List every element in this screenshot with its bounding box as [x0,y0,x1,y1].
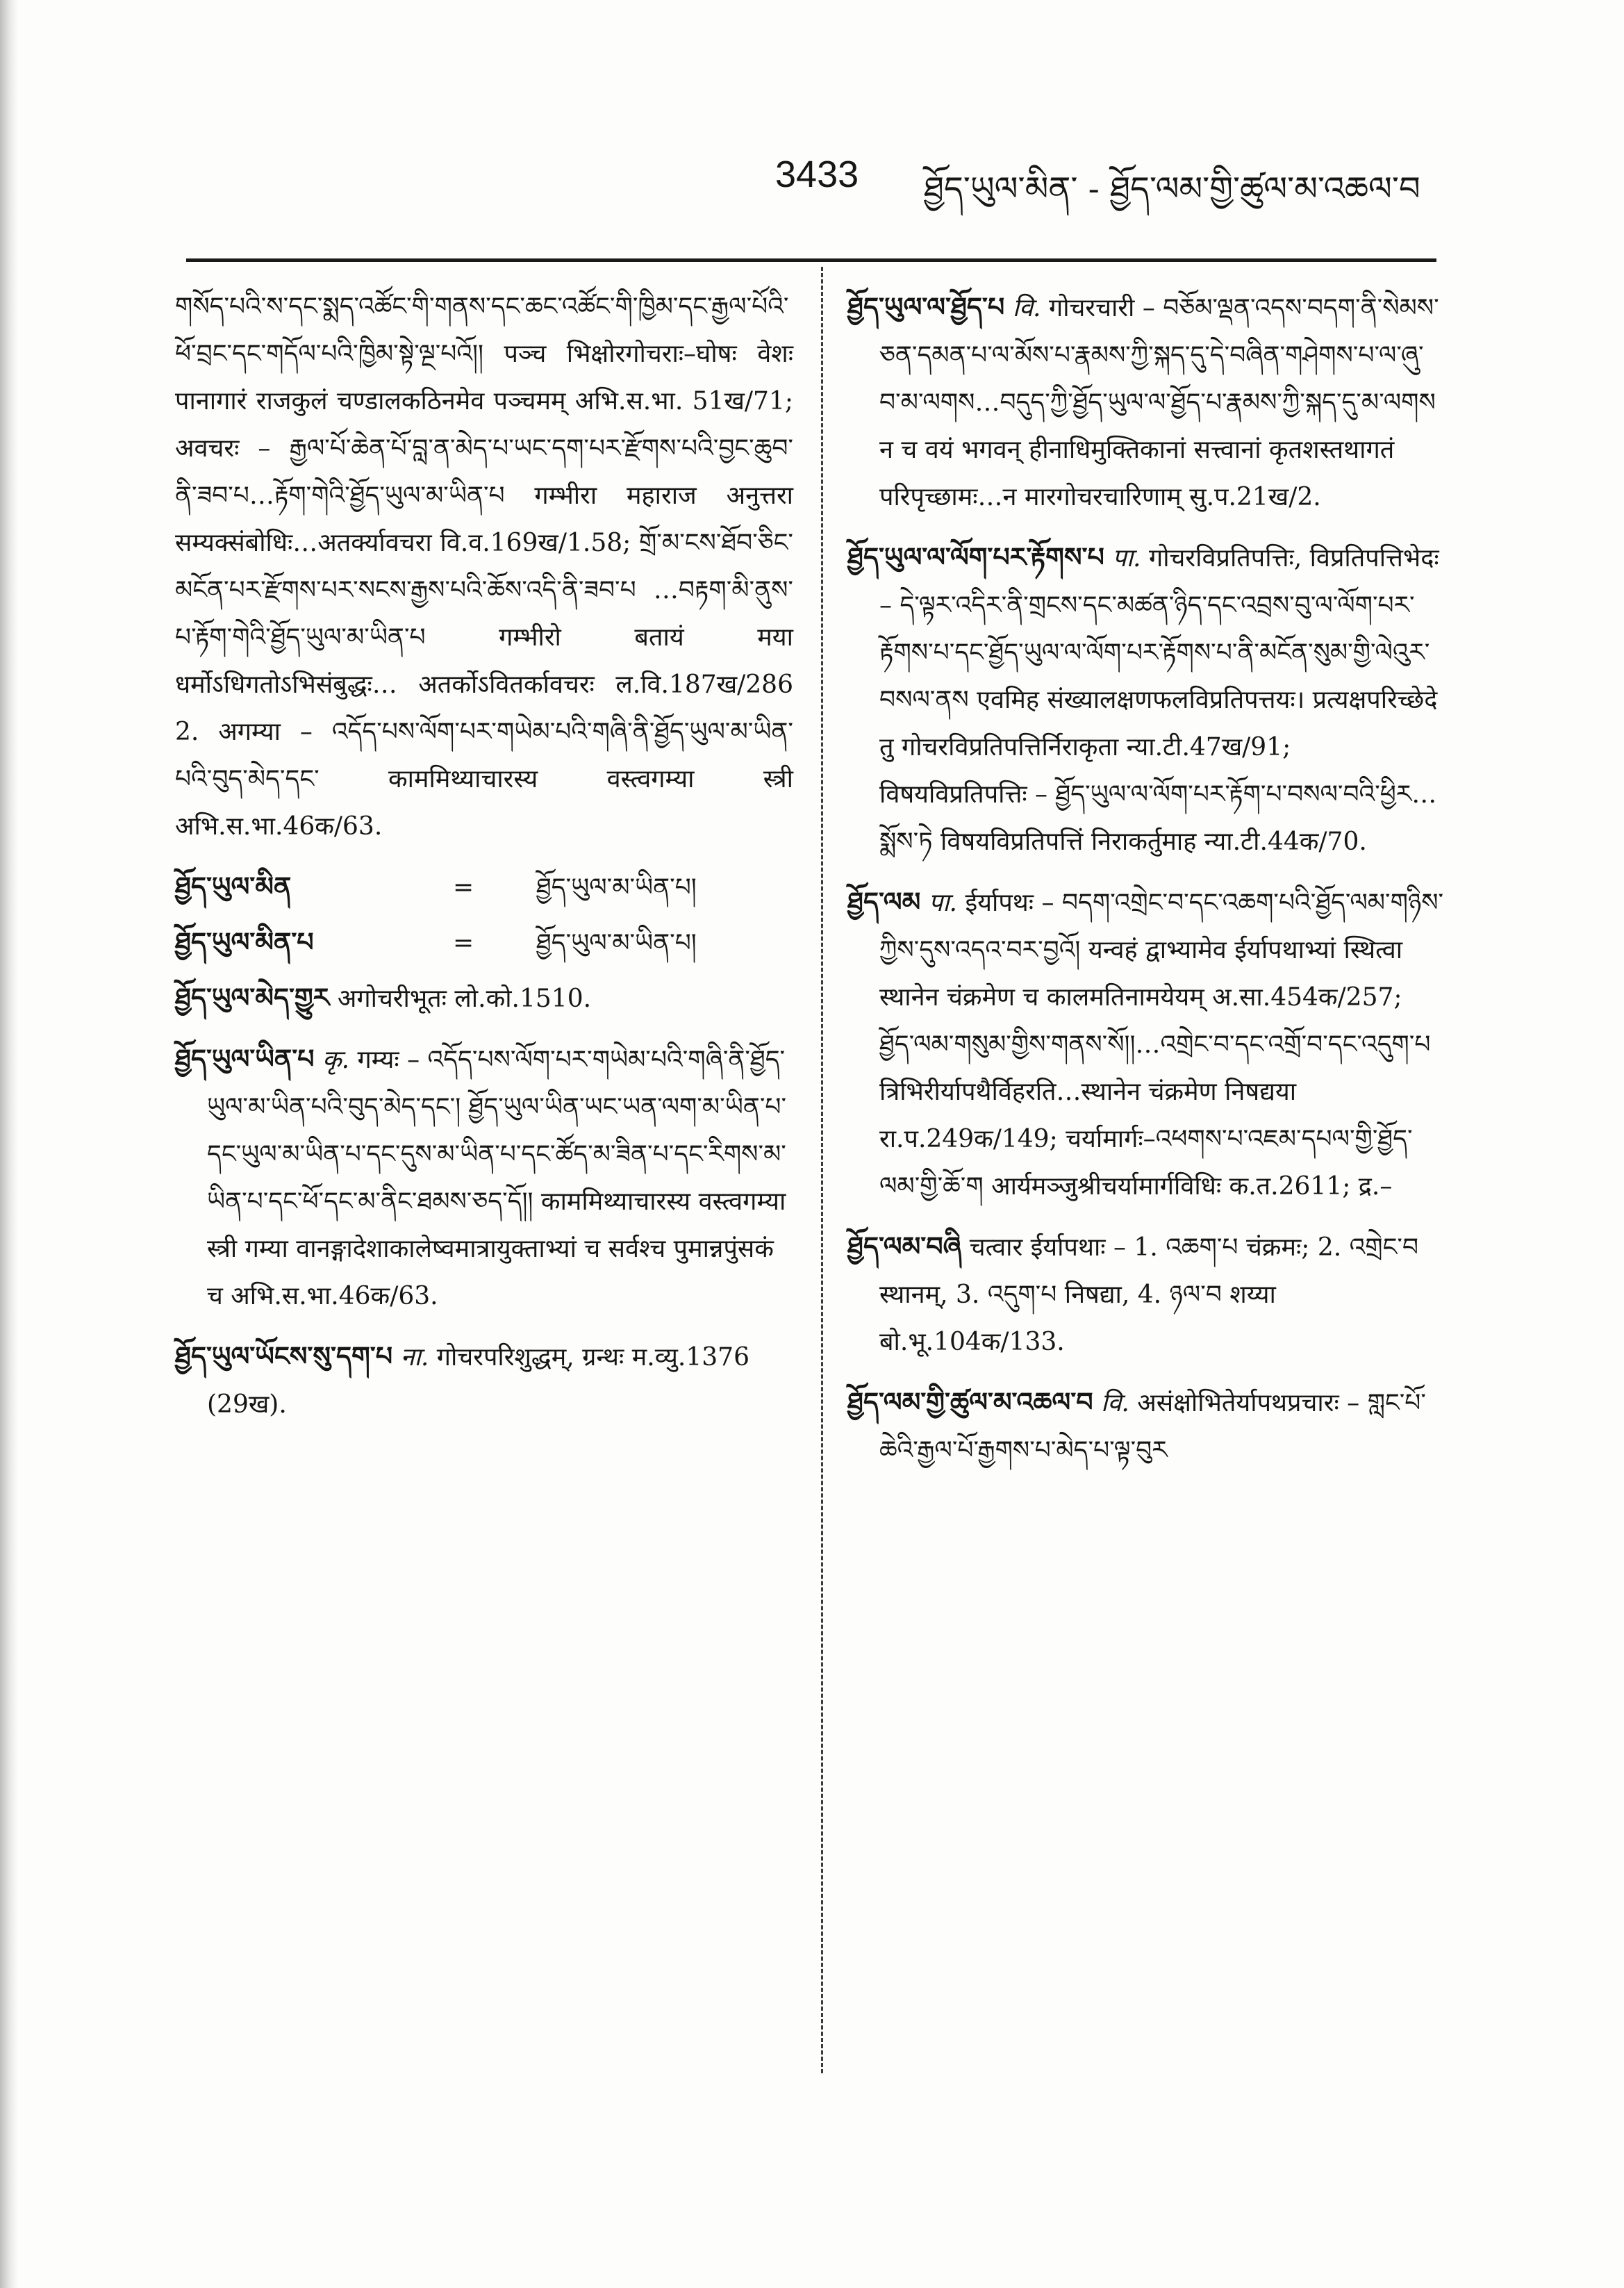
grammar-label: वि. [1012,294,1041,322]
entry-text: गोचरविप्रतिपत्तिः, विप्रतिपत्तिभेदः – དེ་ལྟར་འདིར་ནི་གྲངས་དང་མཚན་ཉིད་དང་འབྲས་བུ་ལ་ལོག་པར་རྟོགས་པ་དང་ཐྱོད་ཡུལ་ལ་ལོག་པར་རྟོགས་པ་ནི་མངོན་སུམ་གྱི་ལེའུར་བསལ་ནས एवमिह संख्यालक्षणफलविप्रतिपत्तयः। प्रत्यक्षपरिच्छेदे तु गोचरविप्रतिपत्तिर्निराकृता न्या.टी.47ख/91; विषयविप्रतिपत्तिः – ཐྱོད་ཡུལ་ལ་ལོག་པར་རྟོག་པ་བསལ་བའི་ཕྱིར…སྨོས་ཏེ विषयविप्रतिपत्तिं निराकर्तुमाह न्या.टी.44क/70. [879,544,1439,856]
grammar-label: ना. [400,1343,429,1372]
entry-continuation [175,283,793,850]
equals-sign: = [453,929,474,957]
dictionary-entry [175,974,793,1023]
entry-headword: ཐྱོད་ཡུལ་མེད་གྱུར [175,982,330,1013]
sub-entry [847,1223,1445,1366]
entry-headword: ཐྱོད་ལམ་གྱི་ཚུལ་མ་འཆལ་བ [847,1386,1093,1417]
entry-headword: ཐྱོད་ལམ་བཞི [847,1231,962,1262]
entry-headword: ཐྱོད་ཡུལ་ཡོངས་སུ་དག་པ [175,1340,393,1372]
dictionary-entry [847,878,1445,1210]
entry-text: གསོད་པའི་ས་དང་སྨད་འཚོང་གི་གནས་དང་ཆང་འཚོང་གི་ཁྱིམ་དང་རྒྱལ་པོའི་ཕོ་བྲང་དང་གདོལ་པའི་ཁྱིམ་སྟེ་ལྔ་པའོ།། पञ्च भिक्षोरगोचराः–घोषः वेशः पानागारं राजकुलं चण्डालकठिनमेव पञ्चमम् अभि.स.भा. 51ख/71; अवचरः – རྒྱལ་པོ་ཆེན་པོ་བླ་ན་མེད་པ་ཡང་དག་པར་རྫོགས་པའི་བྱང་ཆུབ་ནི་ཟབ་པ…རྟོག་གེའི་ཐྱོད་ཡུལ་མ་ཡིན་པ गम्भीरा महाराज अनुत्तरा सम्यक्संबोधिः…अतर्क्यावचरा वि.व.169ख/1.58; གྲོ་མ་ངས་ཐོབ་ཅིང་མངོན་པར་རྫོགས་པར་སངས་རྒྱས་པའི་ཆོས་འདི་ནི་ཟབ་པ …བརྟག་མི་ནུས་པ་རྟོག་གེའི་ཐྱོད་ཡུལ་མ་ཡིན་པ गम्भीरो बतायं मया धर्मोऽधिगतोऽभिसंबुद्धः… अतर्कोऽवितर्कावचरः ल.वि.187ख/286 2. अगम्या – འདོད་པས་ལོག་པར་གཡེམ་པའི་གཞི་ནི་ཐྱོད་ཡུལ་མ་ཡིན་པའི་བུད་མེད་དང་ काममिथ्याचारस्य वस्त्वगम्या स्त्री अभि.स.भा.46क/63. [175,293,793,841]
left-column [175,283,793,1441]
running-head: ཐྱོད་ཡུལ་མིན་ - ཐྱོད་ལམ་གྱི་ཚུལ་མ་འཆལ་བ [924,170,1420,208]
page-number: 3433 [775,154,859,195]
entry-headword: ཐྱོད་ཡུལ་མིན་པ [175,926,314,957]
entry-text: चत्वार ईर्यापथाः – 1. འཆག་པ चंक्रमः; 2. འགྲེང་བ स्थानम्, 3. འདུག་པ निषद्या, 4. ཉལ་བ शय्या बो.भू.104क/133. [879,1233,1419,1356]
entry-text: असंक्षोभितेर्यापथप्रचारः – གླང་པོ་ཆེའི་རྒྱལ་པོ་རྒྱགས་པ་མེད་པ་ལྟ་བུར [879,1389,1426,1465]
header-rule [186,258,1436,262]
entry-headword: ཐྱོད་ཡུལ་ལ་ལོག་པར་རྟོགས་པ [847,541,1104,573]
equals-sign: = [453,873,474,902]
grammar-label: पा. [928,889,957,917]
cross-reference [175,863,793,912]
cross-reference-target: ཐྱོད་ཡུལ་མ་ཡིན་པ། [536,929,697,957]
entry-headword: ཐྱོད་ཡུལ་མིན [175,871,292,902]
dictionary-entry [847,1378,1445,1474]
column-divider [821,267,823,2073]
dictionary-entry [847,283,1445,521]
dictionary-entry [847,534,1445,866]
grammar-label: कृ. [322,1046,350,1074]
cross-reference-target: ཐྱོད་ཡུལ་མ་ཡིན་པ། [536,873,697,902]
entry-text: गम्यः – འདོད་པས་ལོག་པར་གཡེམ་པའི་གཞི་ནི་ཐྱོད་ཡུལ་མ་ཡིན་པའི་བུད་མེད་དང་། ཐྱོད་ཡུལ་ཡིན་ཡང་ཡན་ལག་མ་ཡིན་པ་དང་ཡུལ་མ་ཡིན་པ་དང་དུས་མ་ཡིན་པ་དང་ཚོད་མ་ཟིན་པ་དང་རིགས་མ་ཡིན་པ་དང་ཕོ་དང་མ་ནིང་ཐམས་ཅད་དོ།། काममिथ्याचारस्य वस्त्वगम्या स्त्री गम्या वानङ्गादेशाकालेष्वमात्रायुक्ताभ्यां च सर्वश्च पुमान्नपुंसकं च अभि.स.भा.46क/63. [207,1046,787,1310]
entry-headword: ཐྱོད་ལམ [847,886,921,917]
entry-text: गोचरचारी – བཅོམ་ལྡན་འདས་བདག་ནི་སེམས་ཅན་དམན་པ་ལ་མོས་པ་རྣམས་ཀྱི་སྐད་དུ་དེ་བཞིན་གཤེགས་པ་ལ་ཞུ་བ་མ་ལགས…བདུད་ཀྱི་ཐྱོད་ཡུལ་ལ་ཐྱོད་པ་རྣམས་ཀྱི་སྐད་དུ་མ་ལགས न च वयं भगवन् हीनाधिमुक्तिकानां सत्त्वानां कृतशस्तथागतं परिपृच्छामः…न मारगोचरचारिणाम् सु.प.21ख/2. [879,294,1439,511]
right-column [847,283,1445,1487]
grammar-label: पा. [1112,544,1141,573]
cross-reference [175,919,793,967]
grammar-label: वि. [1101,1389,1129,1417]
entry-text: गोचरपरिशुद्धम्, ग्रन्थः म.व्यु.1376 (29ख). [207,1343,749,1419]
dictionary-entry [175,1035,793,1320]
entry-headword: ཐྱོད་ཡུལ་ཡིན་པ [175,1043,315,1074]
entry-headword: ཐྱོད་ཡུལ་ལ་ཐྱོད་པ [847,291,1005,322]
dictionary-entry [175,1333,793,1429]
entry-text: ईर्यापथः – བདག་འགྲེང་བ་དང་འཆག་པའི་ཐྱོད་ལམ་གཉིས་ཀྱིས་དུས་འདའ་བར་བྱའོ། यन्वहं द्वाभ्यामेव ईर्यापथाभ्यां स्थित्वा स्थानेन चंक्रमेण च कालमतिनामयेयम् अ.सा.454क/257; ཐྱོད་ལམ་གསུམ་གྱིས་གནས་སོ།།…འགྲེང་བ་དང་འགྲོ་བ་དང་འདུག་པ त्रिभिरीर्यापथैर्विहरति…स्थानेन चंक्रमेण निषद्यया रा.प.249क/149; चर्यामार्गः–འཕགས་པ་འཇམ་དཔལ་གྱི་ཐྱོད་ལམ་གྱི་ཆོ་ག आर्यमञ्जुश्रीचर्यामार्गविधिः क.त.2611; द्र.– [879,889,1444,1201]
scan-edge-shadow [0,0,18,2288]
entry-text: अगोचरीभूतः लो.को.1510. [337,985,592,1013]
